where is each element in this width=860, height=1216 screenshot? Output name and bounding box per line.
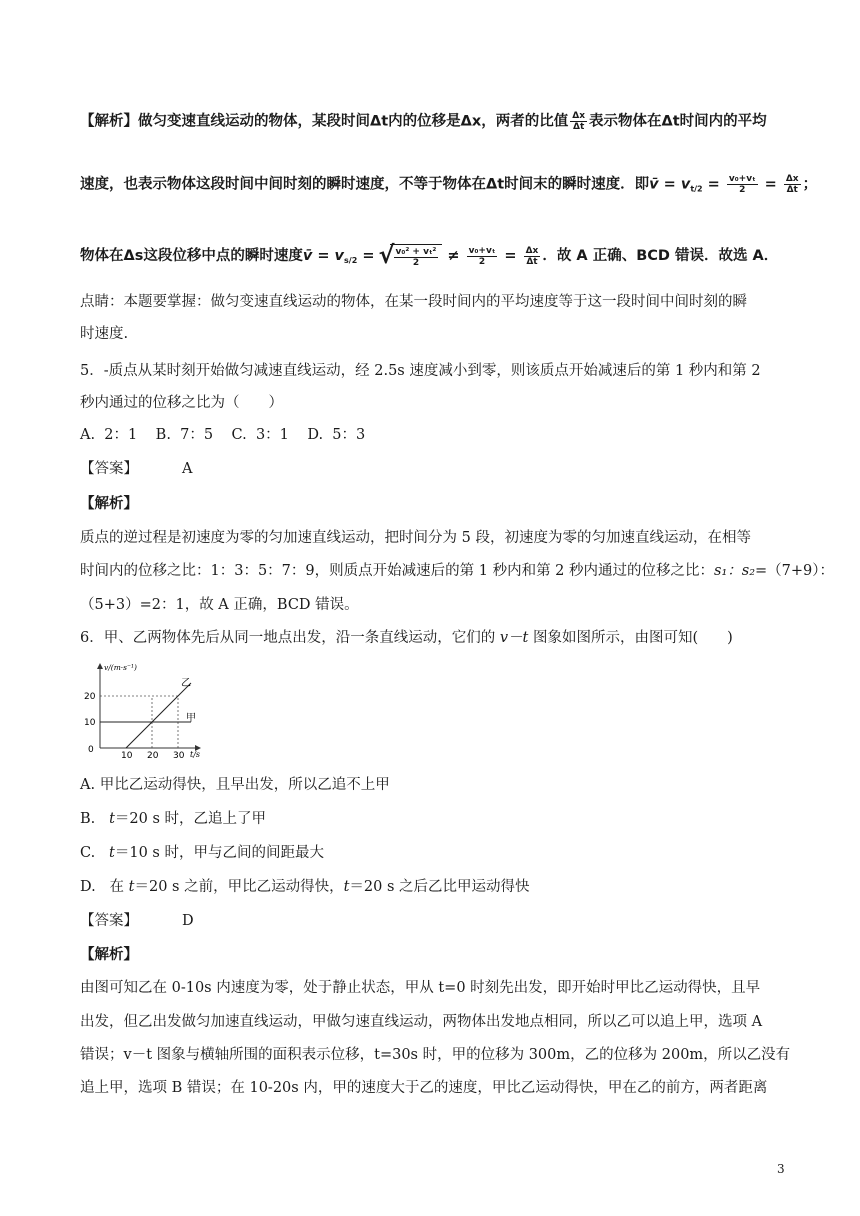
question-5-analysis-1: 质点的逆过程是初速度为零的匀加速直线运动，把时间分为 5 段，初速度为零的匀加速直线运动，在相等	[80, 530, 751, 546]
answer-value: D	[182, 913, 194, 929]
question-6-option-c: C. t＝10 s 时，甲与乙间的间距最大	[80, 845, 324, 861]
series-label-jia: 甲	[186, 713, 196, 724]
analysis-label: 【解析】	[80, 496, 138, 512]
analysis-text: 【解析】做匀变速直线运动的物体，某段时间Δt内的位移是Δx，两者的比值	[80, 113, 569, 130]
question-6-option-a: A. 甲比乙运动得快，且早出发，所以乙追不上甲	[80, 777, 390, 793]
equals: =	[702, 176, 725, 193]
fraction: $\frac{\text{v₀+vₜ}}{2}$	[468, 245, 496, 267]
formula-sub: t/2	[690, 184, 703, 194]
question-6-analysis-1: 由图可知乙在 0-10s 内速度为零，处于静止状态，甲从 t=0 时刻先出发，即开始时甲比乙运动得快，且早	[80, 980, 761, 996]
analysis-text: 速度，也表示物体这段时间中间时刻的瞬时速度，不等于物体在Δt时间末的瞬时速度．即	[80, 176, 650, 193]
fraction: $\frac{\Delta x}{\Delta t}$	[572, 111, 586, 132]
x-tick-label: 30	[173, 751, 185, 761]
sqrt-formula: √ $\frac{\text{v₀² + vₜ²}}{2}$	[390, 244, 443, 268]
formula-sub: s/2	[344, 256, 358, 265]
analysis-line-3: 物体在Δs这段位移中点的瞬时速度v̄ = $v_{s/2}$ = √ $\frac{\text{v₀² + vₜ²}}{2}$ ≠ $\frac{\text{v₀+vₜ}}{2}$ = $\frac{\Delta x}{\Delta t}$ ．故 A 正确、BCD 错误．故选 A．	[80, 244, 778, 271]
y-axis-label: v/(m·s⁻¹)	[104, 663, 137, 672]
question-5-stem: 5．-质点从某时刻开始做匀减速直线运动，经 2.5s 速度减小到零，则该质点开始减速后的第 1 秒内和第 2	[80, 363, 761, 379]
analysis-label: 【解析】	[80, 947, 138, 963]
answer-value: A	[182, 461, 193, 477]
formula: s₁：s₂	[714, 563, 756, 579]
x-tick-label: 10	[121, 751, 133, 761]
answer-label: 【答案】	[80, 461, 138, 477]
question-6-analysis-3: 错误；v－t 图象与横轴所围的面积表示位移，t=30s 时，甲的位移为 300m，乙的位移为 200m，所以乙没有	[80, 1047, 791, 1063]
y-tick-label: 10	[84, 718, 96, 728]
analysis-text: 物体在Δs这段位移中点的瞬时速度	[80, 248, 303, 264]
analysis-text: 表示物体在Δt时间内的平均	[589, 113, 767, 130]
analysis-line-1	[80, 111, 767, 132]
fraction: $\frac{\text{v₀+vₜ}}{2}$	[728, 174, 756, 195]
analysis-line-2: 速度，也表示物体这段时间中间时刻的瞬时速度，不等于物体在Δt时间末的瞬时速度．即v̄ = $v_{t/2}$ = $\frac{\text{v₀+vₜ}}{2}$ = $\frac{\Delta x}{\Delta t}$ ；	[80, 174, 818, 195]
analysis-text: ．故 A 正确、BCD 错误．故选 A．	[542, 248, 779, 264]
tip-line-1: 点睛：本题要掌握：做匀变速直线运动的物体，在某一段时间内的平均速度等于这一段时间中间时刻的瞬	[80, 294, 747, 310]
question-5-stem-cont: 秒内通过的位移之比为（ ）	[80, 395, 283, 411]
question-6-answer	[80, 911, 194, 931]
formula-v: v̄ = v	[302, 248, 345, 264]
vt-graph	[82, 658, 212, 762]
series-group	[100, 683, 191, 748]
page-number: 3	[777, 1162, 785, 1176]
question-6-analysis-4: 追上甲，选项 B 错误；在 10-20s 内，甲的速度大于乙的速度，甲比乙运动得快，甲在乙的前方，两者距离	[80, 1080, 768, 1096]
origin-label: 0	[88, 745, 94, 755]
y-tick-label: 20	[84, 692, 96, 702]
formula-v: v̄ = v	[649, 176, 691, 193]
not-equal: ≠	[442, 248, 465, 264]
question-6-option-b: B. t＝20 s 时，乙追上了甲	[80, 811, 267, 827]
question-5-answer	[80, 459, 192, 479]
question-6-analysis-2: 出发，但乙出发做匀加速直线运动，甲做匀速直线运动，两物体出发地点相同，所以乙可以追上甲，选项 A	[80, 1014, 763, 1030]
tip-line-2: 时速度.	[80, 326, 129, 342]
series-line-yi	[126, 683, 191, 748]
x-tick-label: 20	[147, 751, 159, 761]
analysis-text: ；	[802, 176, 818, 193]
answer-label: 【答案】	[80, 913, 138, 929]
series-label-yi: 乙	[181, 678, 191, 689]
x-axis-label: t/s	[190, 750, 201, 759]
question-5-analysis-3: （5+3）=2：1，故 A 正确，BCD 错误。	[80, 597, 359, 613]
question-5-analysis-2: 时间内的位移之比：1：3：5：7：9，则质点开始减速后的第 1 秒内和第 2 秒内通过的位移之比：s₁：s₂=（7+9）：	[80, 563, 835, 579]
fraction: $\frac{\Delta x}{\Delta t}$	[785, 174, 799, 195]
question-6-option-d: D. 在 t＝20 s 之前，甲比乙运动得快，t＝20 s 之后乙比甲运动得快	[80, 879, 530, 895]
question-5-options: A. 2：1 B. 7：5 C. 3：1 D. 5：3	[80, 427, 366, 443]
tick-labels	[84, 692, 185, 761]
question-6-stem: 6．甲、乙两物体先后从同一地点出发，沿一条直线运动，它们的 v－t 图象如图所示，由图可知( )	[80, 630, 733, 646]
fraction: $\frac{\Delta x}{\Delta t}$	[525, 245, 539, 267]
